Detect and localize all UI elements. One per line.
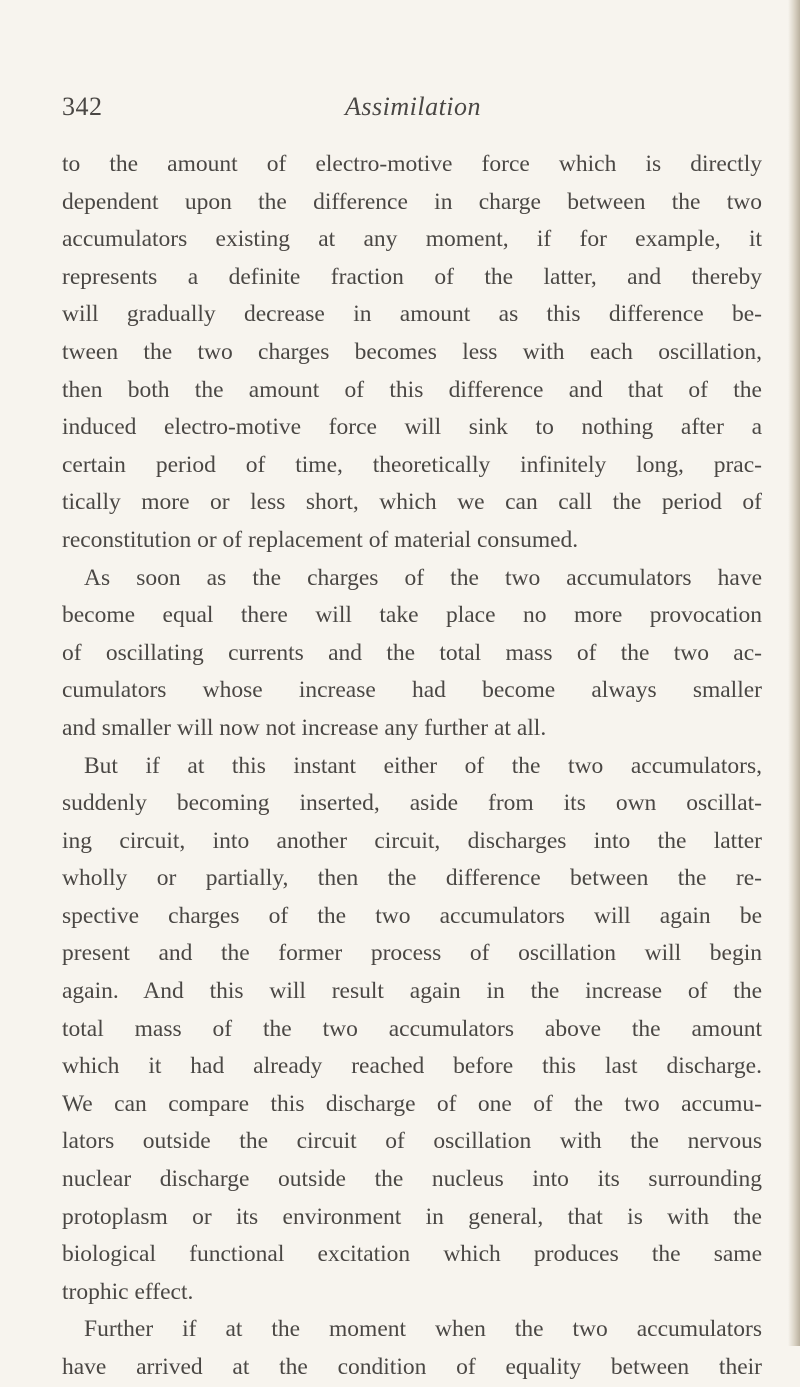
text-line: induced electro-motive force will sink to nothing after a <box>62 414 762 441</box>
text-line: represents a definite fraction of the latter, and thereby <box>62 263 762 290</box>
text-line: spective charges of the two accumulators will again be <box>62 902 762 929</box>
text-line: ing circuit, into another circuit, discharges into the latter <box>62 827 762 854</box>
text-line: reconstitution or of replacement of material consumed. <box>62 526 579 553</box>
text-line: have arrived at the condition of equality between their <box>62 1354 762 1380</box>
text-line: As soon as the charges of the two accumulators have <box>84 564 762 591</box>
text-line: wholly or partially, then the difference between the re- <box>62 865 762 892</box>
text-line: of oscillating currents and the total mass of the two ac- <box>62 639 762 666</box>
text-line: then both the amount of this difference and that of the <box>62 376 762 403</box>
text-line: will gradually decrease in amount as this difference be- <box>62 301 762 328</box>
text-line: biological functional excitation which produces the same <box>62 1241 762 1268</box>
text-line: dependent upon the difference in charge between the two <box>62 188 762 215</box>
text-line: certain period of time, theoretically infinitely long, prac- <box>62 451 762 478</box>
text-line: But if at this instant either of the two accumulators, <box>84 752 762 779</box>
text-line: protoplasm or its environment in general, that is with the <box>62 1203 762 1230</box>
text-line: and smaller will now not increase any further at all. <box>62 714 547 741</box>
running-head: Assimilation <box>345 92 482 121</box>
page-header <box>62 92 762 132</box>
text-line: lators outside the circuit of oscillation with the nervous <box>62 1128 762 1155</box>
text-line: tically more or less short, which we can call the period of <box>62 489 762 516</box>
text-line: tween the two charges becomes less with each oscillation, <box>62 338 762 365</box>
text-line: to the amount of electro-motive force which is directly <box>62 151 762 177</box>
text-line: become equal there will take place no more provocation <box>62 602 762 629</box>
text-line: accumulators existing at any moment, if for example, it <box>62 226 762 253</box>
page-number: 342 <box>62 92 103 121</box>
text-line: We can compare this discharge of one of the two accumu- <box>62 1090 762 1117</box>
text-line: nuclear discharge outside the nucleus into its surrounding <box>62 1166 762 1193</box>
page-edge-shadow <box>788 0 800 1346</box>
text-line: total mass of the two accumulators above the amount <box>62 1015 762 1042</box>
text-line: trophic effect. <box>62 1278 194 1305</box>
body-text <box>62 146 762 1387</box>
text-line: which it had already reached before this last discharge. <box>62 1053 762 1080</box>
text-line: suddenly becoming inserted, aside from its own oscillat- <box>62 790 762 817</box>
text-line: again. And this will result again in the increase of the <box>62 978 762 1005</box>
text-line: Further if at the moment when the two accumulators <box>84 1316 762 1343</box>
text-line: present and the former process of oscillation will begin <box>62 940 762 967</box>
text-line: cumulators whose increase had become always smaller <box>62 677 762 704</box>
